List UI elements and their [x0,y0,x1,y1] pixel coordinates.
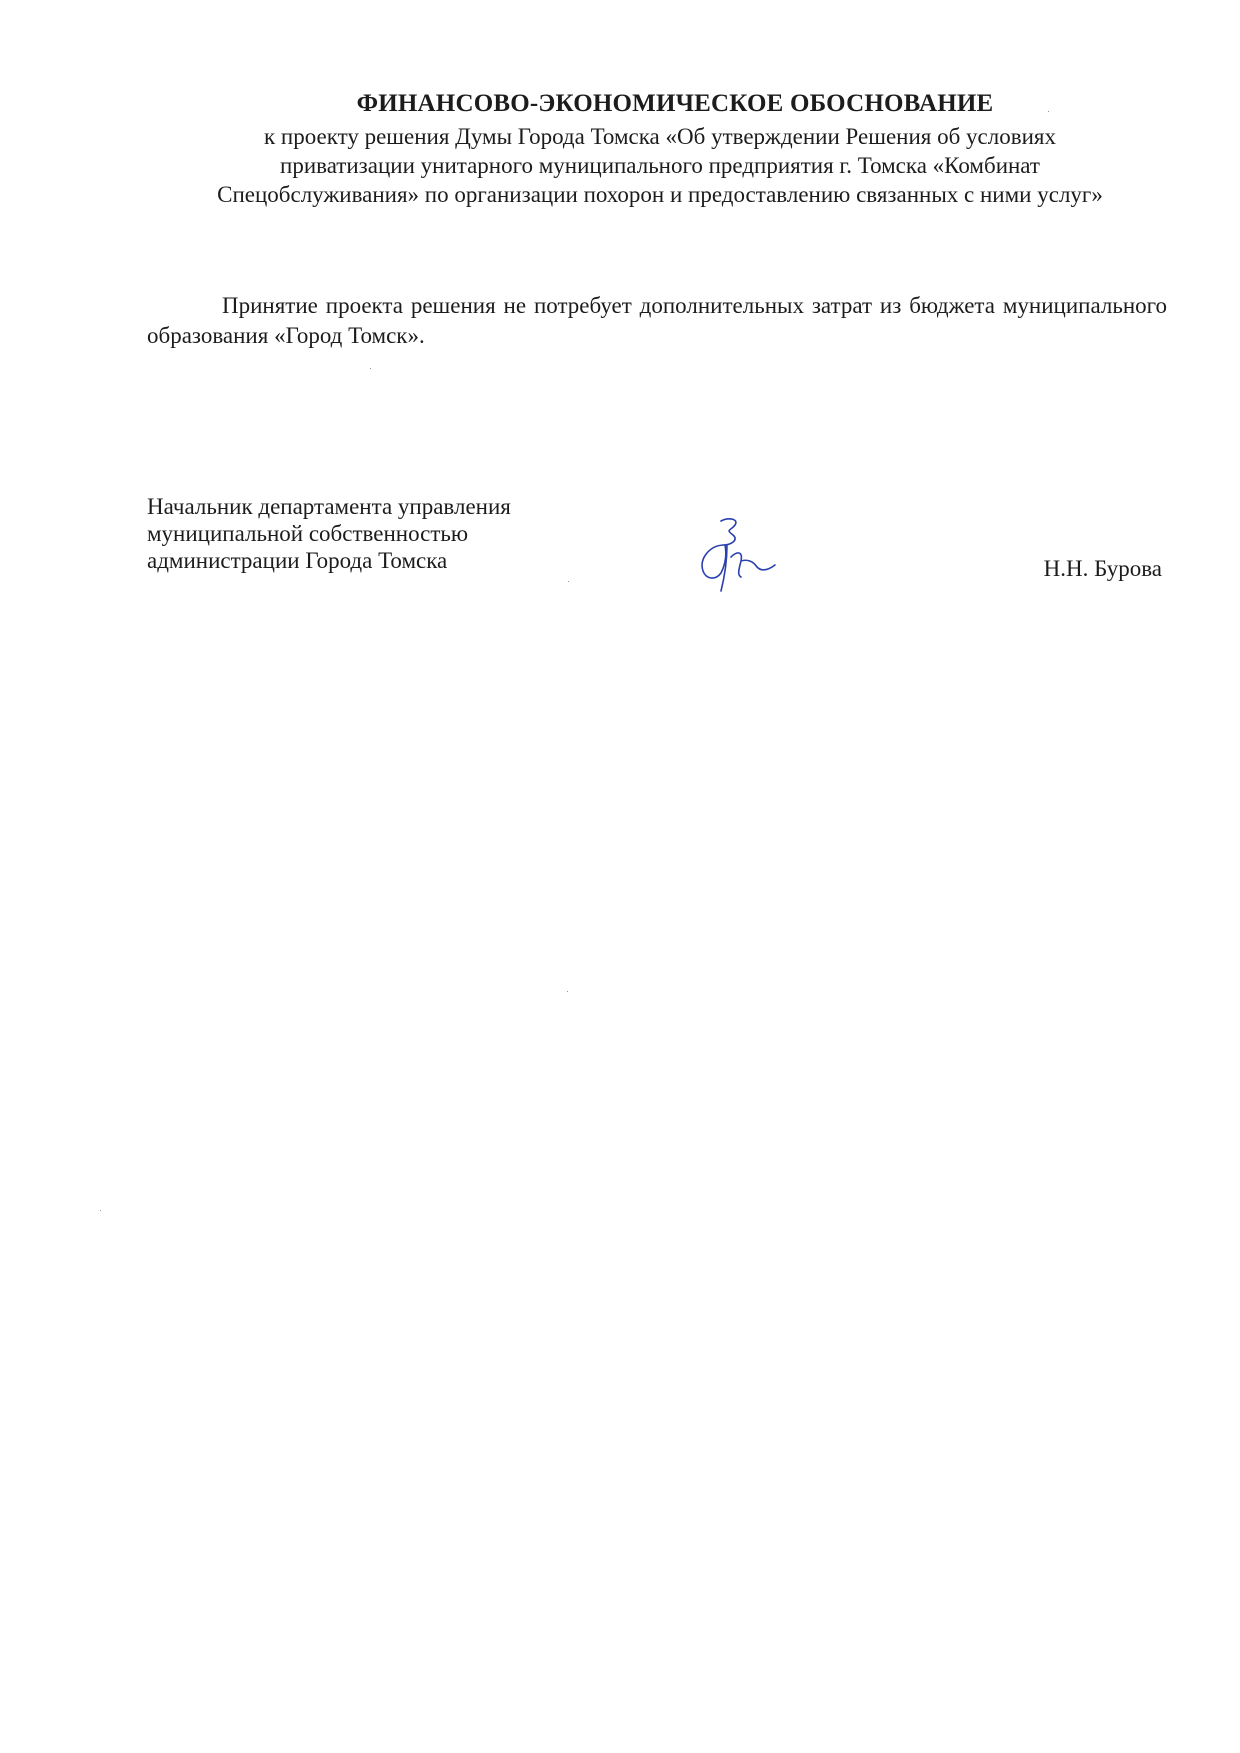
subtitle-line: приватизации унитарного муниципального предприятия г. Томска «Комбинат [280,153,1040,178]
body-paragraph: Принятие проекта решения не потребует дополнительных затрат из бюджета муниципального образования «Город Томск». [147,293,1167,348]
signer-position [147,493,511,574]
handwritten-signature [681,515,781,595]
document-subtitle [150,122,1170,209]
position-line: Начальник департамента управления [147,494,511,519]
document-title: ФИНАНСОВО-ЭКОНОМИЧЕСКОЕ ОБОСНОВАНИЕ [356,90,994,117]
scan-speck [567,991,568,992]
signer-name: Н.Н. Бурова [1043,556,1162,581]
scan-speck [568,581,569,582]
signature-block [147,493,1177,593]
document-header [150,88,1170,209]
signature-stroke [702,519,775,591]
position-line: муниципальной собственностью [147,521,469,546]
scan-speck [100,1210,101,1211]
position-line: администрации Города Томска [147,548,448,573]
scan-speck [1048,111,1049,112]
subtitle-line: Спецобслуживания» по организации похорон и предоставлению связанных с ними услуг» [217,182,1103,207]
scan-speck [370,368,371,369]
subtitle-line: к проекту решения Думы Города Томска «Об утверждении Решения об условиях [264,124,1056,149]
